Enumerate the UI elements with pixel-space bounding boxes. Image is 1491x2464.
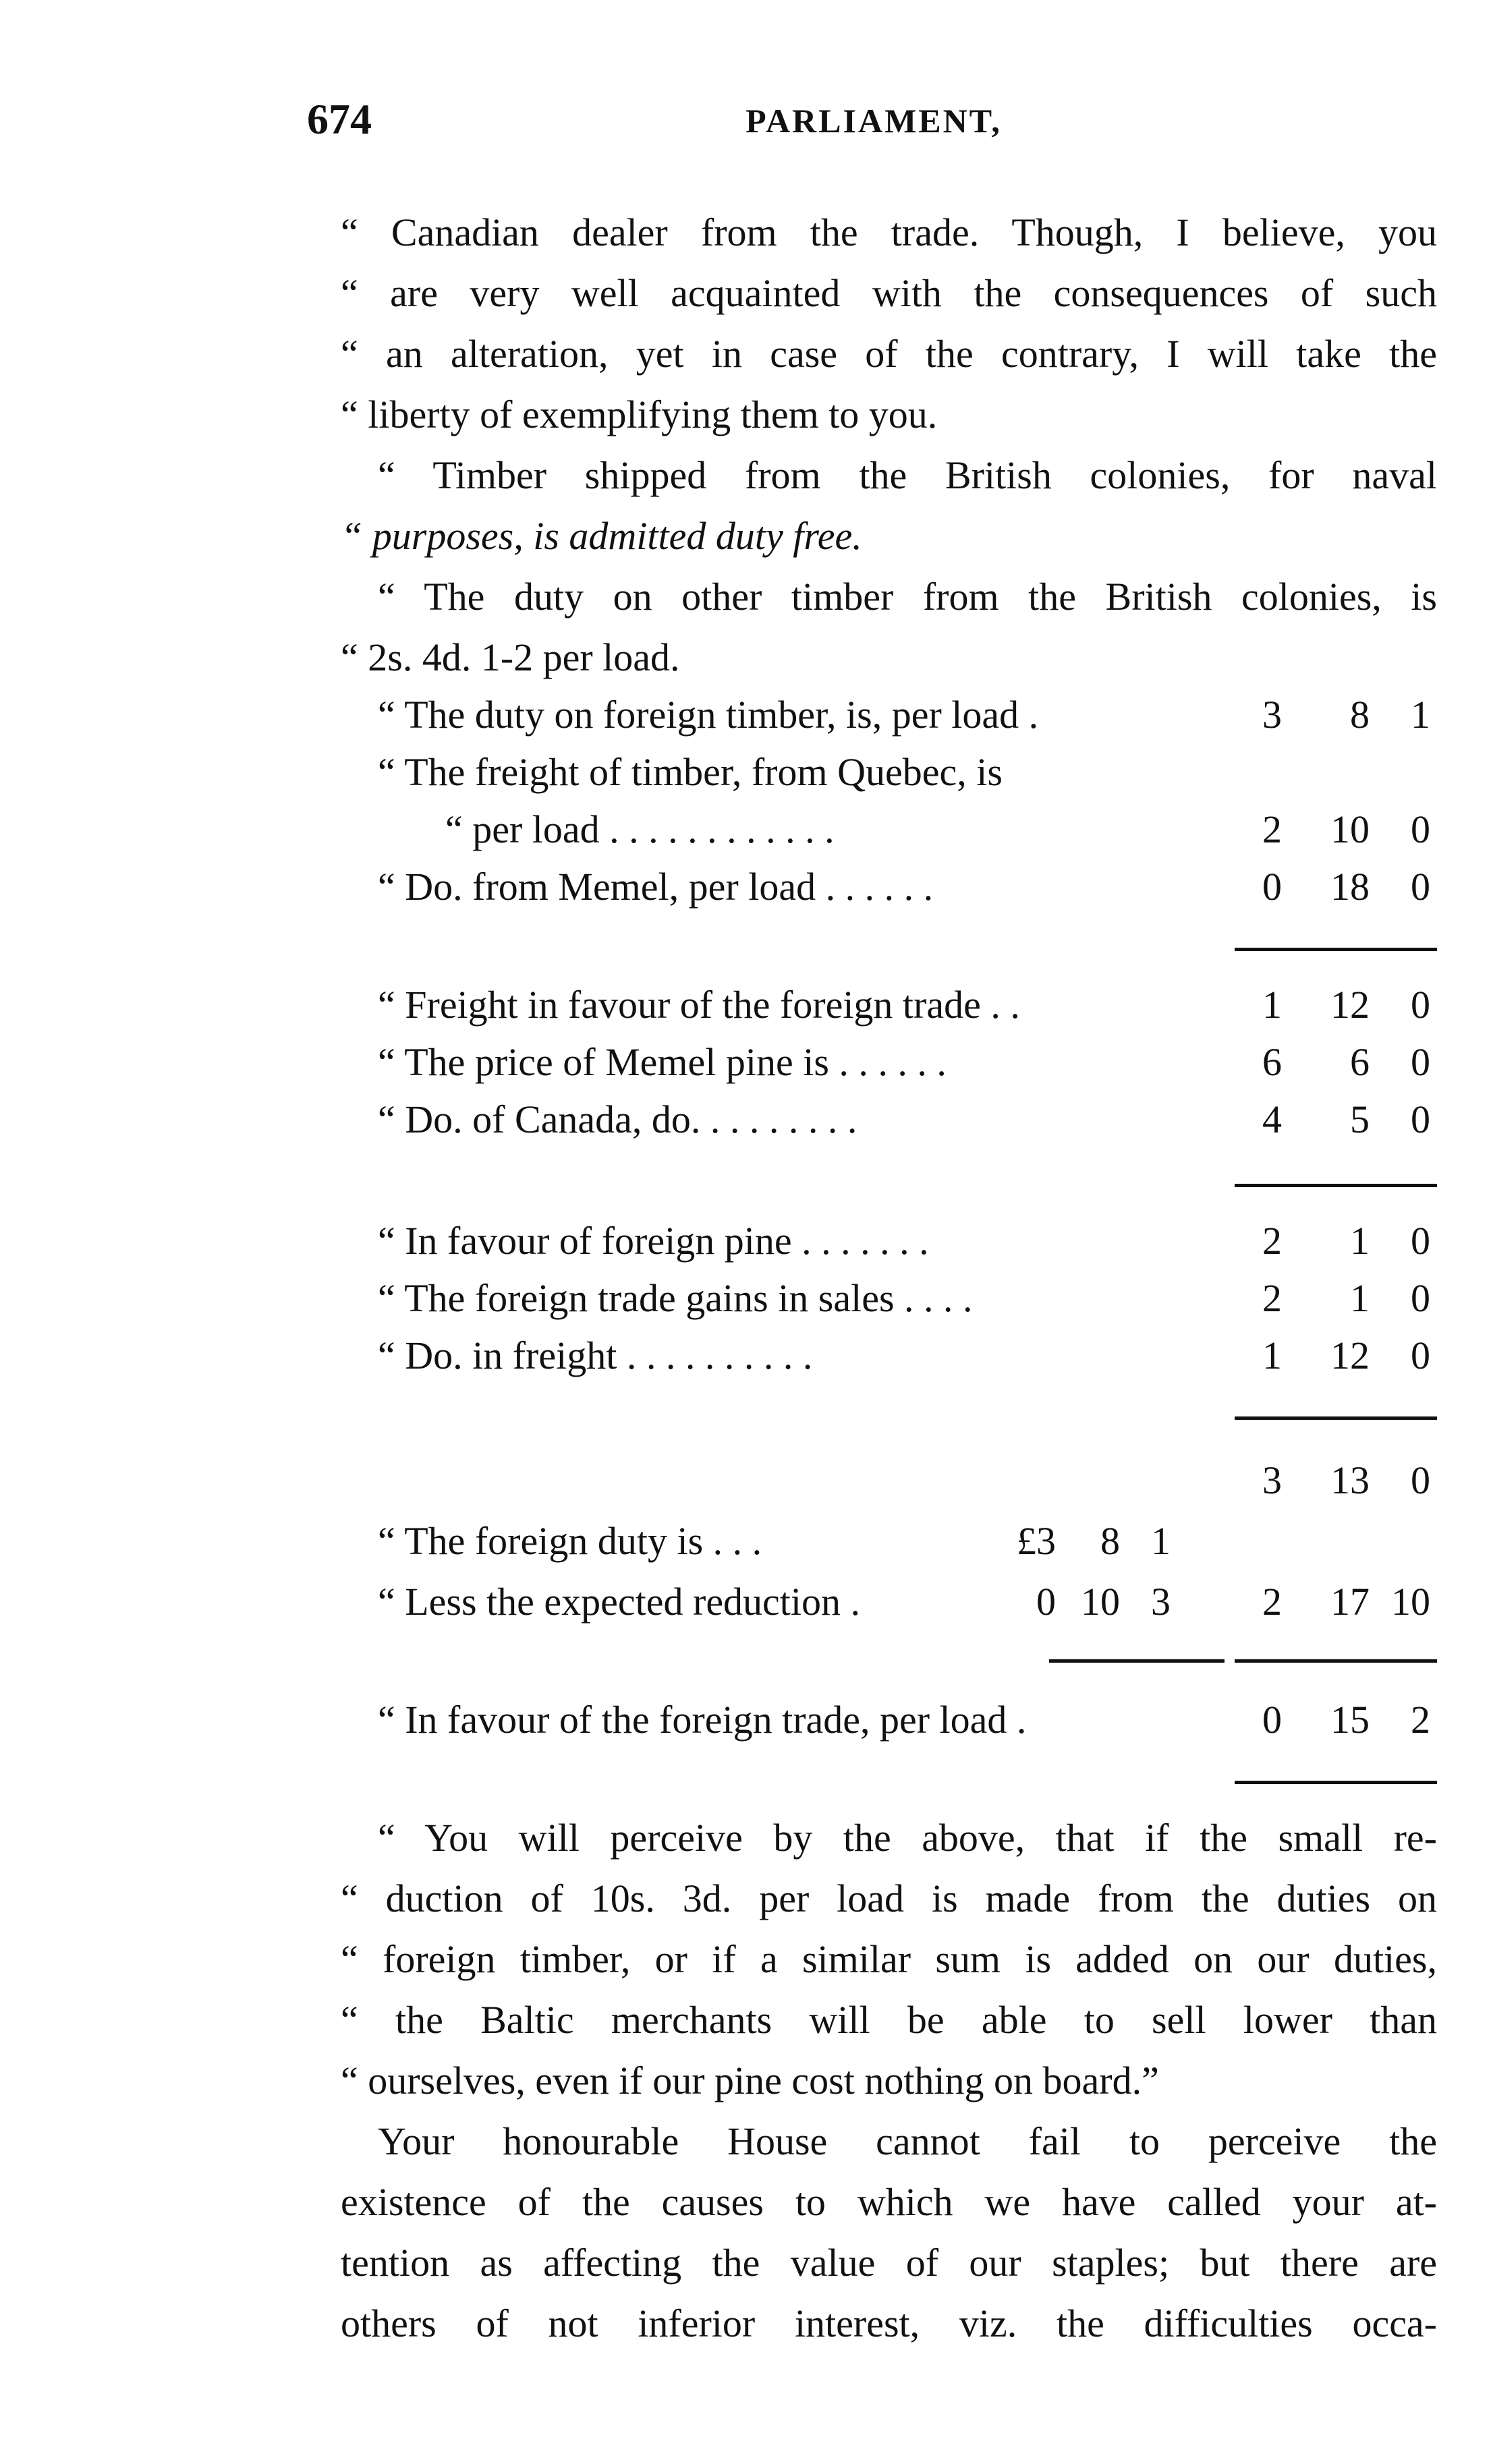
row-label: “ The foreign duty is . . . xyxy=(378,1519,762,1563)
sum-rule xyxy=(1049,1659,1225,1663)
pence-value: 10 xyxy=(1391,1580,1430,1624)
row-label: “ The foreign trade gains in sales . . . . xyxy=(378,1276,973,1320)
row-label: “ per load . . . . . . . . . . . . xyxy=(445,807,835,851)
text-line: “ are very well acquainted with the consequences of such xyxy=(341,271,1437,315)
pence-value: 0 xyxy=(1411,1276,1430,1320)
text-line: “ foreign timber, or if a similar sum is added on our duties, xyxy=(341,1937,1437,1981)
pence-value: 0 xyxy=(1411,1097,1430,1141)
sum-rule xyxy=(1235,1184,1437,1187)
text-line: tention as affecting the value of our staples; but there are xyxy=(341,2241,1437,2285)
text-line: “ 2s. 4d. 1-2 per load. xyxy=(341,635,680,679)
table-row xyxy=(341,978,1437,1032)
shillings-value: 8 xyxy=(1350,693,1370,737)
table-row xyxy=(341,1575,1437,1629)
text-line: “ an alteration, yet in case of the contrary, I will take the xyxy=(341,332,1437,376)
table-row xyxy=(341,1693,1437,1747)
sum-rule xyxy=(1235,1659,1437,1663)
text-line: “ You will perceive by the above, that if the small re- xyxy=(378,1816,1437,1860)
pence-value: 0 xyxy=(1411,1219,1430,1263)
pounds-value: 1 xyxy=(1262,1334,1282,1377)
pence-value: 1 xyxy=(1411,693,1430,737)
row-label: “ Do. from Memel, per load . . . . . . xyxy=(378,865,934,909)
middle-pounds-value: £3 xyxy=(1017,1519,1056,1563)
pounds-value: 2 xyxy=(1262,1580,1282,1624)
sum-rule xyxy=(1235,1416,1437,1420)
shillings-value: 1 xyxy=(1350,1276,1370,1320)
pence-value: 0 xyxy=(1411,1458,1430,1502)
sum-rule xyxy=(1235,948,1437,951)
pence-value: 0 xyxy=(1411,1334,1430,1377)
row-label: “ Do. of Canada, do. . . . . . . . . xyxy=(378,1097,857,1141)
table-row xyxy=(341,1035,1437,1089)
shillings-value: 12 xyxy=(1330,1334,1370,1377)
text-line: “ the Baltic merchants will be able to sell lower than xyxy=(341,1998,1437,2042)
text-line: Your honourable House cannot fail to perceive the xyxy=(378,2119,1437,2163)
text-line: existence of the causes to which we have called your at- xyxy=(341,2180,1437,2224)
row-label: “ Freight in favour of the foreign trade . . xyxy=(378,983,1020,1027)
pence-value: 0 xyxy=(1411,807,1430,851)
text-line: “ duction of 10s. 3d. per load is made from the duties on xyxy=(341,1876,1437,1920)
row-label: “ In favour of foreign pine . . . . . . . xyxy=(378,1219,929,1263)
shillings-value: 18 xyxy=(1330,865,1370,909)
shillings-value: 12 xyxy=(1330,983,1370,1027)
text-line: “ liberty of exemplifying them to you. xyxy=(341,393,938,436)
shillings-value: 10 xyxy=(1330,807,1370,851)
middle-pounds-value: 0 xyxy=(1036,1580,1056,1624)
pounds-value: 2 xyxy=(1262,1219,1282,1263)
middle-shillings-value: 10 xyxy=(1081,1580,1120,1624)
table-row xyxy=(341,1271,1437,1325)
shillings-value: 6 xyxy=(1350,1040,1370,1084)
text-line: “ ourselves, even if our pine cost nothing on board.” xyxy=(341,2059,1159,2102)
text-line: others of not inferior interest, viz. the difficulties occa- xyxy=(341,2301,1437,2345)
pounds-value: 0 xyxy=(1262,865,1282,909)
table-row xyxy=(341,803,1437,857)
page-header xyxy=(307,94,1440,169)
pounds-value: 6 xyxy=(1262,1040,1282,1084)
total-row xyxy=(341,1454,1437,1508)
sum-rule xyxy=(1235,1781,1437,1784)
table-row xyxy=(341,1514,1437,1568)
table-row xyxy=(341,688,1437,742)
shillings-value: 17 xyxy=(1330,1580,1370,1624)
text-line: “ purposes, is admitted duty free. xyxy=(341,514,862,558)
pence-value: 0 xyxy=(1411,865,1430,909)
row-label: “ In favour of the foreign trade, per load . xyxy=(378,1698,1027,1742)
row-label: “ Less the expected reduction . xyxy=(378,1580,861,1624)
pounds-value: 1 xyxy=(1262,983,1282,1027)
shillings-value: 15 xyxy=(1330,1698,1370,1742)
row-label: “ The freight of timber, from Quebec, is xyxy=(378,750,1003,794)
text-line: “ Canadian dealer from the trade. Though, I believe, you xyxy=(341,210,1437,254)
text-line: “ The duty on other timber from the British colonies, is xyxy=(378,575,1437,619)
row-label: “ The price of Memel pine is . . . . . . xyxy=(378,1040,947,1084)
pounds-value: 4 xyxy=(1262,1097,1282,1141)
row-label: “ Do. in freight . . . . . . . . . . xyxy=(378,1334,813,1377)
middle-pence-value: 1 xyxy=(1151,1519,1171,1563)
pounds-value: 0 xyxy=(1262,1698,1282,1742)
shillings-value: 13 xyxy=(1330,1458,1370,1502)
pounds-value: 3 xyxy=(1262,693,1282,737)
page-number: 674 xyxy=(307,95,372,143)
table-row xyxy=(341,1329,1437,1383)
pounds-value: 2 xyxy=(1262,807,1282,851)
shillings-value: 5 xyxy=(1350,1097,1370,1141)
row-label: “ The duty on foreign timber, is, per load . xyxy=(378,693,1039,737)
text-line: “ Timber shipped from the British colonies, for naval xyxy=(378,453,1437,497)
pounds-value: 2 xyxy=(1262,1276,1282,1320)
middle-shillings-value: 8 xyxy=(1100,1519,1120,1563)
running-head: PARLIAMENT, xyxy=(746,102,1002,140)
table-row xyxy=(341,1093,1437,1147)
table-row xyxy=(341,860,1437,914)
middle-pence-value: 3 xyxy=(1151,1580,1171,1624)
table-row xyxy=(341,745,1437,799)
pence-value: 0 xyxy=(1411,983,1430,1027)
pounds-value: 3 xyxy=(1262,1458,1282,1502)
shillings-value: 1 xyxy=(1350,1219,1370,1263)
pence-value: 2 xyxy=(1411,1698,1430,1742)
pence-value: 0 xyxy=(1411,1040,1430,1084)
table-row xyxy=(341,1214,1437,1268)
